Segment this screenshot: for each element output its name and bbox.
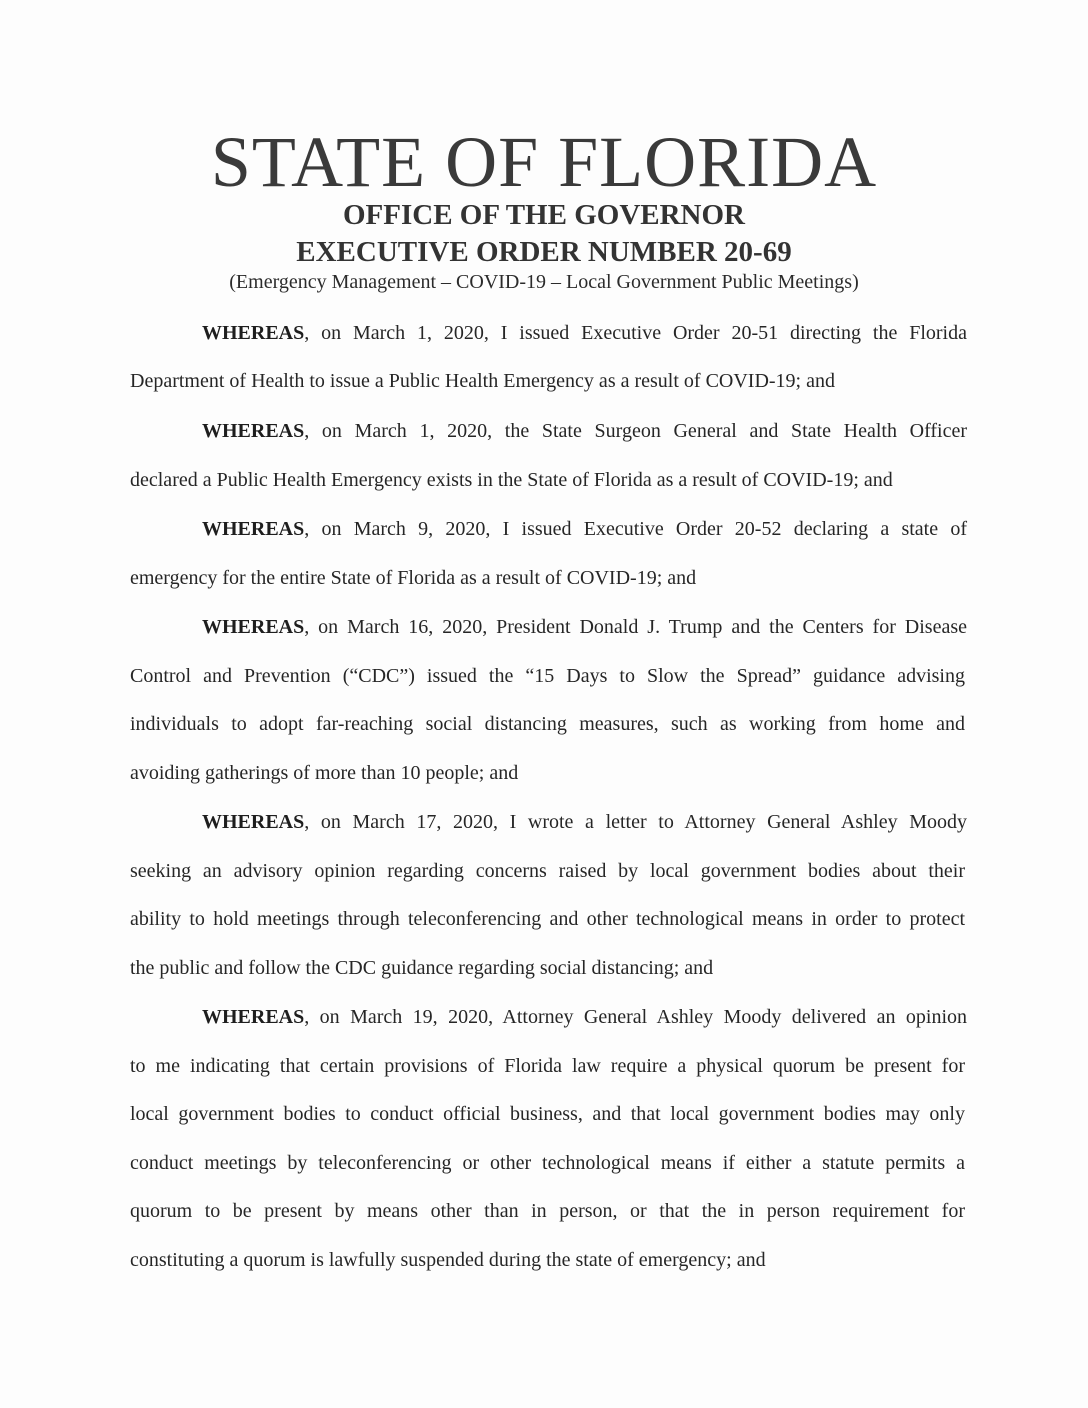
paragraph-1-line-1 (202, 320, 967, 346)
whereas-keyword: WHEREAS (202, 322, 305, 344)
whereas-keyword: WHEREAS (202, 616, 305, 638)
whereas-keyword: WHEREAS (202, 811, 305, 833)
office-heading: OFFICE OF THE GOVERNOR (342, 199, 745, 231)
order-number-heading: EXECUTIVE ORDER NUMBER 20-69 (296, 236, 792, 268)
paragraph-6-line-5: quorum to be present by means other than in person, or that the in person requirement for (130, 1200, 965, 1222)
paragraph-6-line-1 (202, 1004, 967, 1030)
whereas-keyword: WHEREAS (202, 1006, 305, 1028)
paragraph-text: , on March 1, 2020, the State Surgeon General and State Health Officer (304, 420, 967, 442)
paragraph-text: , on March 19, 2020, Attorney General Ashley Moody delivered an opinion (304, 1006, 967, 1028)
paragraph-2-line-1 (202, 418, 967, 444)
paragraph-5-line-2: seeking an advisory opinion regarding concerns raised by local government bodies about their (130, 860, 965, 882)
paragraph-6-line-6: constituting a quorum is lawfully suspended during the state of emergency; and (130, 1249, 766, 1271)
paragraph-text: , on March 1, 2020, I issued Executive Order 20-51 directing the Florida (304, 322, 967, 344)
order-subject: (Emergency Management – COVID-19 – Local Government Public Meetings) (229, 271, 859, 293)
paragraph-4-line-2: Control and Prevention (“CDC”) issued the “15 Days to Slow the Spread” guidance advising (130, 665, 965, 687)
whereas-keyword: WHEREAS (202, 420, 305, 442)
paragraph-3-line-1 (202, 516, 967, 542)
paragraph-5-line-3: ability to hold meetings through teleconferencing and other technological means in order to protect (130, 908, 965, 930)
paragraph-2-line-2: declared a Public Health Emergency exists in the State of Florida as a result of COVID-19; and (130, 469, 893, 491)
paragraph-5-line-4: the public and follow the CDC guidance regarding social distancing; and (130, 957, 714, 979)
paragraph-text: , on March 17, 2020, I wrote a letter to Attorney General Ashley Moody (304, 811, 967, 833)
paragraph-text: , on March 16, 2020, President Donald J. Trump and the Centers for Disease (304, 616, 967, 638)
paragraph-1-line-2: Department of Health to issue a Public Health Emergency as a result of COVID-19; and (130, 370, 835, 392)
paragraph-text: , on March 9, 2020, I issued Executive Order 20-52 declaring a state of (304, 518, 967, 540)
paragraph-4-line-3: individuals to adopt far-reaching social distancing measures, such as working from home and (130, 713, 965, 735)
paragraph-6-line-3: local government bodies to conduct official business, and that local government bodies may only (130, 1103, 965, 1125)
paragraph-6-line-2: to me indicating that certain provisions of Florida law require a physical quorum be present for (130, 1055, 965, 1077)
paragraph-3-line-2: emergency for the entire State of Florida as a result of COVID-19; and (130, 567, 697, 589)
paragraph-6-line-4: conduct meetings by teleconferencing or other technological means if either a statute permits a (130, 1152, 965, 1174)
paragraph-5-line-1 (202, 809, 967, 835)
paragraph-4-line-4: avoiding gatherings of more than 10 people; and (130, 762, 519, 784)
paragraph-4-line-1 (202, 614, 967, 640)
document-title: STATE OF FLORIDA (210, 122, 878, 202)
whereas-keyword: WHEREAS (202, 518, 305, 540)
